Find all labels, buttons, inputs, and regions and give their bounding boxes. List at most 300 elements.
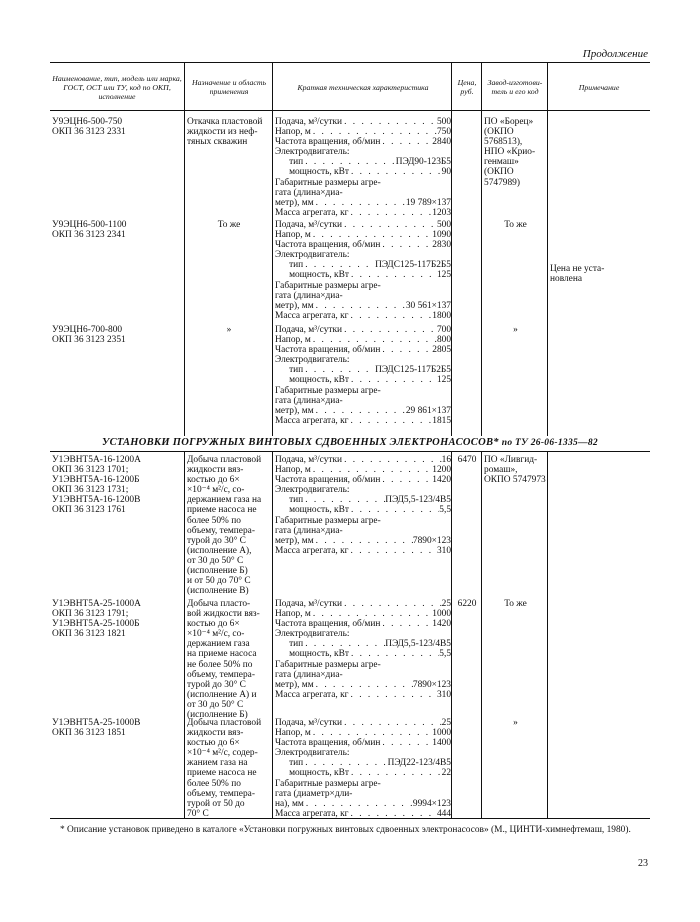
spec-dots (314, 301, 406, 311)
spec-dots (343, 526, 451, 536)
row-maker-line: » (513, 718, 518, 728)
table-bottom-rule (50, 818, 650, 819)
spec-dots (349, 270, 437, 280)
row-name-line: У9ЭЦН6-500-750 (52, 117, 123, 127)
spec-dots (349, 167, 442, 177)
spec-dots (349, 355, 451, 365)
spec-dots (311, 230, 432, 240)
spec-item (275, 365, 451, 375)
row-maker-line: 5747989) (484, 177, 520, 188)
row-name-line: ОКП 36 3123 1791; (52, 609, 129, 620)
spec-label: тип (275, 365, 304, 376)
spec-value: 310 (436, 545, 451, 556)
spec-item (275, 639, 451, 649)
row-note-line: новлена (550, 274, 583, 285)
spec-dots (314, 406, 406, 416)
row-purpose-line: более 50% по (187, 778, 241, 789)
spec-label: тип (275, 157, 304, 168)
spec-item (275, 609, 451, 619)
spec-label: гата (длина×диа- (275, 395, 343, 406)
spec-dots (349, 546, 437, 556)
row-purpose-line: вой жидкости вяз- (187, 609, 260, 620)
spec-item (275, 311, 451, 321)
spec-dots (303, 260, 375, 270)
spec-item (275, 789, 451, 799)
spec-value: 1800 (432, 310, 451, 321)
spec-label: мощность, кВт (275, 270, 349, 281)
row-purpose-line: на приеме насоса (187, 649, 257, 660)
spec-item (275, 465, 451, 475)
spec-label: Напор, м (275, 230, 311, 241)
spec-dots (381, 660, 451, 670)
row-name-line: У1ЭВНТ5А-16-1200А (52, 455, 141, 465)
spec-value: ПЭД5,5-123/4В5 (385, 639, 451, 650)
spec-label: Подача, м³/сутки (275, 325, 343, 335)
spec-dots (349, 311, 433, 321)
table-top-rule (50, 62, 650, 63)
spec-value: 500 (436, 117, 451, 127)
spec-dots (311, 335, 437, 345)
spec-item (275, 475, 451, 485)
spec-label: Масса агрегата, кг (275, 415, 349, 426)
page-number: 23 (638, 858, 648, 869)
spec-value: 2830 (432, 240, 451, 251)
header-price: Цена, руб. (457, 78, 477, 96)
spec-label: метр), мм (275, 300, 314, 311)
spec-value: 2805 (432, 345, 451, 356)
spec-item (275, 386, 451, 396)
spec-label: Габаритные размеры агре- (275, 778, 381, 789)
spec-dots (381, 516, 451, 526)
spec-item (275, 505, 451, 515)
row-name-line: ОКП 36 3123 2331 (52, 127, 126, 138)
spec-item (275, 649, 451, 659)
row-specs (275, 220, 451, 321)
spec-label: Частота вращения, об/мин (275, 137, 381, 148)
spec-dots (349, 416, 433, 426)
spec-dots (311, 609, 432, 619)
spec-item (275, 619, 451, 629)
spec-label: метр), мм (275, 679, 314, 690)
spec-value: 1000 (432, 728, 451, 739)
spec-dots (349, 690, 437, 700)
spec-dots (343, 188, 451, 198)
spec-value: ПЭДС125-117Б2Б5 (375, 260, 451, 271)
row-name-line: ОКП 36 3123 1851 (52, 728, 126, 739)
footnote: * Описание установок приведено в каталоге «Установки погружных винтовых сдвоенных электронасосов» (М., ЦИНТИ-химнефтемаш, 1980). (60, 825, 631, 835)
spec-item (275, 281, 451, 291)
spec-item (275, 301, 451, 311)
spec-label: Масса агрегата, кг (275, 689, 349, 700)
col-rule-5b (547, 451, 548, 818)
spec-value: 22 (441, 768, 451, 779)
row-purpose-line: 70° С (187, 808, 209, 819)
row-purpose-line: Добыча пластовой (187, 455, 262, 465)
spec-dots (349, 485, 451, 495)
spec-item (275, 335, 451, 345)
spec-label: Подача, м³/сутки (275, 455, 343, 465)
spec-dots (349, 505, 439, 515)
spec-value: 19 789×137 (405, 197, 451, 208)
spec-item (275, 629, 451, 639)
row-name-line: ОКП 36 3123 1731; (52, 485, 129, 496)
col-rule-4 (481, 62, 482, 436)
spec-label: гата (длина×диа- (275, 187, 343, 198)
row-purpose-line: объему, темпера- (187, 669, 255, 680)
spec-value: 310 (436, 689, 451, 700)
spec-item (275, 220, 451, 230)
spec-value: ПЭД22-123/4В5 (387, 758, 451, 769)
spec-label: метр), мм (275, 197, 314, 208)
row-name-line: ОКП 36 3123 1821 (52, 629, 126, 640)
row-price: 6470 (457, 455, 477, 465)
spec-item (275, 188, 451, 198)
spec-dots (311, 465, 432, 475)
row-maker-line: То же (504, 599, 527, 609)
row-name (52, 117, 184, 137)
spec-item (275, 536, 451, 546)
row-name (52, 718, 184, 738)
row-name-line: У1ЭВНТ5А-25-1000А (52, 599, 141, 609)
spec-dots (303, 157, 396, 167)
row-name-line: ОКП 36 3123 1701; (52, 465, 129, 476)
spec-label: Габаритные размеры агре- (275, 280, 381, 291)
row-purpose-line: более 50% по (187, 515, 241, 526)
row-purpose-line: турой до 30° С (187, 679, 246, 690)
spec-label: Частота вращения, об/мин (275, 345, 381, 356)
spec-item (275, 345, 451, 355)
spec-dots (342, 455, 442, 465)
spec-value: 5,5 (439, 649, 451, 660)
row-purpose (187, 117, 271, 147)
spec-dots (349, 748, 451, 758)
spec-value: 5,5 (439, 505, 451, 516)
spec-label: Напор, м (275, 609, 311, 620)
row-specs (275, 718, 451, 819)
spec-value: 9994×123 (412, 798, 451, 809)
row-purpose-line: жидкости вяз- (187, 728, 244, 739)
spec-item (275, 455, 451, 465)
row-maker-line: ОКПО 5747973 (484, 475, 546, 486)
section-rule (50, 451, 650, 452)
row-name (52, 599, 184, 639)
spec-dots (343, 396, 451, 406)
spec-value: 16 (441, 455, 451, 465)
spec-label: Габаритные размеры агре- (275, 177, 381, 188)
spec-label: мощность, кВт (275, 167, 349, 178)
spec-dots (380, 137, 432, 147)
row-maker-line: генмаш» (484, 157, 519, 168)
row-purpose-line: и от 50 до 70° С (187, 576, 251, 587)
spec-item (275, 406, 451, 416)
spec-value: 29 861×137 (405, 405, 451, 416)
spec-dots (342, 325, 437, 335)
row-maker-line: ПО «Борец» (484, 117, 534, 127)
spec-label: Габаритные размеры агре- (275, 385, 381, 396)
spec-dots (349, 649, 439, 659)
spec-value: 25 (441, 599, 451, 609)
col-rule-4b (481, 451, 482, 818)
spec-item (275, 198, 451, 208)
spec-item (275, 690, 451, 700)
row-purpose-line: » (226, 325, 232, 335)
spec-label: Напор, м (275, 335, 311, 346)
spec-item (275, 355, 451, 365)
spec-item (275, 127, 451, 137)
spec-value: 750 (436, 127, 451, 138)
row-name-line: ОКП 36 3123 1761 (52, 505, 126, 516)
row-purpose-line: тяных скважин (187, 137, 248, 148)
row-purpose-line: держанием газа (187, 639, 250, 650)
row-purpose-line: приеме насоса не (187, 768, 257, 779)
spec-label: Электродвигатель: (275, 250, 350, 261)
row-name (52, 455, 184, 516)
section-ref: по ТУ 26-06-1335—82 (501, 438, 598, 448)
spec-dots (349, 147, 451, 157)
row-specs (275, 455, 451, 556)
spec-value: ПЭД90-123Б5 (395, 157, 451, 168)
spec-dots (381, 779, 451, 789)
row-purpose-line: Добыча пласто- (187, 599, 251, 609)
spec-label: мощность, кВт (275, 505, 349, 516)
row-purpose-line: (исполнение В) (187, 586, 249, 597)
row-name-line: У1ЭВНТ5А-16-1200Б (52, 475, 140, 486)
spec-value: 1203 (432, 207, 451, 218)
row-maker-line: (ОКПО (484, 127, 514, 138)
spec-value: 1420 (432, 619, 451, 630)
spec-label: Частота вращения, об/мин (275, 738, 381, 749)
spec-dots (314, 680, 413, 690)
spec-item (275, 718, 451, 728)
header-name: Наименование, тип, модель или марка, ГОСТ, ОСТ или ТУ, код по ОКП, исполнение (52, 73, 182, 101)
row-maker (484, 599, 547, 609)
spec-label: Масса агрегата, кг (275, 545, 349, 556)
spec-label: мощность, кВт (275, 375, 349, 386)
spec-value: 1420 (432, 475, 451, 486)
row-purpose-line: объему, темпера- (187, 788, 255, 799)
continued-label: Продолжение (582, 48, 648, 60)
row-name-line: ОКП 36 3123 2351 (52, 335, 126, 346)
spec-label: Масса агрегата, кг (275, 310, 349, 321)
row-maker (484, 455, 547, 485)
row-purpose-line: Добыча пластовой (187, 718, 262, 728)
spec-label: Подача, м³/сутки (275, 220, 343, 230)
row-note (550, 264, 648, 284)
spec-dots (342, 599, 442, 609)
spec-label: Частота вращения, об/мин (275, 619, 381, 630)
spec-value: 500 (436, 220, 451, 230)
spec-label: Напор, м (275, 127, 311, 138)
spec-item (275, 485, 451, 495)
row-purpose-line: от 30 до 50° С (187, 555, 244, 566)
spec-label: Электродвигатель: (275, 355, 350, 366)
spec-dots (303, 495, 385, 505)
spec-value: 90 (441, 167, 451, 178)
row-purpose-line: костью до 6× (187, 619, 240, 630)
spec-label: Электродвигатель: (275, 629, 350, 640)
spec-dots (380, 345, 432, 355)
spec-item (275, 768, 451, 778)
spec-item (275, 147, 451, 157)
spec-item (275, 270, 451, 280)
spec-label: Подача, м³/сутки (275, 117, 343, 127)
spec-dots (381, 178, 451, 188)
spec-value: 1090 (432, 230, 451, 241)
section-title (50, 437, 650, 448)
row-purpose-line: турой от 50 до (187, 798, 245, 809)
row-purpose-line: Откачка пластовой (187, 117, 263, 127)
spec-label: Напор, м (275, 465, 311, 476)
spec-label: Электродвигатель: (275, 485, 350, 496)
row-maker-line: То же (504, 220, 527, 230)
spec-item (275, 396, 451, 406)
spec-dots (303, 365, 375, 375)
spec-item (275, 375, 451, 385)
spec-dots (349, 768, 442, 778)
spec-item (275, 291, 451, 301)
row-purpose-line: приеме насоса не (187, 505, 257, 516)
row-purpose-line: костью до 6× (187, 475, 240, 486)
row-purpose-line: объему, темпера- (187, 525, 255, 536)
spec-value: 1200 (432, 465, 451, 476)
row-note-line: Цена не уста- (550, 264, 605, 274)
spec-dots (342, 220, 437, 230)
spec-value: 25 (441, 718, 451, 728)
spec-dots (342, 718, 442, 728)
spec-dots (352, 789, 451, 799)
spec-label: Масса агрегата, кг (275, 808, 349, 819)
spec-dots (380, 619, 432, 629)
spec-label: мощность, кВт (275, 649, 349, 660)
spec-item (275, 516, 451, 526)
spec-item (275, 670, 451, 680)
spec-dots (303, 758, 387, 768)
row-purpose (187, 220, 271, 230)
row-purpose (187, 718, 271, 819)
row-specs (275, 117, 451, 218)
header-bottom-rule (50, 110, 650, 111)
spec-dots (380, 475, 432, 485)
spec-value: 700 (436, 325, 451, 335)
header-spec: Краткая техническая характеристика (297, 82, 429, 92)
spec-item (275, 495, 451, 505)
row-maker-line: (ОКПО (484, 167, 514, 178)
spec-label: тип (275, 758, 304, 769)
row-name-line: У9ЭЦН6-500-1100 (52, 220, 127, 230)
spec-label: гата (диаметр×дли- (275, 788, 353, 799)
spec-item (275, 526, 451, 536)
col-rule-3b (451, 451, 452, 818)
spec-dots (349, 250, 451, 260)
row-purpose-line: жанием газа на (187, 758, 248, 769)
spec-dots (380, 240, 432, 250)
row-maker-line: НПО «Крио- (484, 147, 536, 158)
spec-item (275, 230, 451, 240)
spec-dots (304, 799, 413, 809)
spec-item (275, 779, 451, 789)
row-maker-line: » (513, 325, 518, 335)
spec-value: 30 561×137 (405, 300, 451, 311)
section-title-text: УСТАНОВКИ ПОГРУЖНЫХ ВИНТОВЫХ СДВОЕННЫХ ЭЛЕКТРОНАСОСОВ* (102, 437, 499, 448)
row-purpose-line: жидкости вяз- (187, 465, 244, 476)
spec-value: 1815 (432, 415, 451, 426)
spec-item (275, 167, 451, 177)
spec-value: 1000 (432, 609, 451, 620)
row-purpose-line: от 30 до 50° С (187, 699, 244, 710)
col-rule-1b (184, 451, 185, 818)
spec-dots (303, 639, 385, 649)
row-maker-line: ромаш», (484, 465, 518, 476)
spec-value: 7890×123 (412, 679, 451, 690)
row-specs (275, 599, 451, 700)
col-rule-5 (547, 62, 548, 436)
spec-label: тип (275, 495, 304, 506)
spec-item (275, 660, 451, 670)
row-maker-line: ПО «Ливгид- (484, 455, 538, 465)
row-purpose (187, 455, 271, 596)
spec-label: Масса агрегата, кг (275, 207, 349, 218)
row-purpose (187, 599, 271, 720)
spec-label: Напор, м (275, 728, 311, 739)
row-purpose-line: костью до 6× (187, 738, 240, 749)
row-purpose-line: ×10⁻⁴ м²/с, содер- (187, 748, 258, 759)
spec-label: Подача, м³/сутки (275, 599, 343, 609)
spec-label: Габаритные размеры агре- (275, 659, 381, 670)
row-name-line: ОКП 36 3123 2341 (52, 230, 126, 241)
spec-dots (343, 291, 451, 301)
row-purpose-line: держанием газа на (187, 495, 262, 506)
spec-label: гата (длина×диа- (275, 290, 343, 301)
col-rule-1 (184, 62, 185, 436)
spec-item (275, 250, 451, 260)
row-name-line: У1ЭВНТ5А-16-1200В (52, 495, 141, 506)
row-price: 6220 (457, 599, 477, 609)
row-purpose-line: То же (217, 220, 241, 230)
row-name-line: У1ЭВНТ5А-25-1000Б (52, 619, 140, 630)
spec-value: 444 (436, 808, 451, 819)
spec-dots (349, 208, 433, 218)
spec-dots (311, 728, 432, 738)
row-purpose-line: (исполнение Б) (187, 710, 248, 721)
spec-label: мощность, кВт (275, 768, 349, 779)
row-purpose-line: (исполнение Б) (187, 566, 248, 577)
row-specs (275, 325, 451, 426)
row-purpose-line: (исполнение А) и (187, 689, 257, 700)
spec-label: метр), мм (275, 405, 314, 416)
spec-item (275, 240, 451, 250)
spec-dots (311, 127, 437, 137)
spec-label: Частота вращения, об/мин (275, 475, 381, 486)
row-maker (484, 325, 547, 335)
spec-label: Частота вращения, об/мин (275, 240, 381, 251)
spec-value: 125 (436, 270, 451, 281)
spec-label: на), мм (275, 798, 304, 809)
row-purpose-line: не более 50% по (187, 659, 253, 670)
spec-value: 125 (436, 375, 451, 386)
spec-dots (380, 738, 432, 748)
spec-label: Электродвигатель: (275, 147, 350, 158)
spec-dots (314, 198, 406, 208)
spec-dots (349, 375, 437, 385)
spec-item (275, 137, 451, 147)
spec-label: метр), мм (275, 535, 314, 546)
spec-label: Электродвигатель: (275, 748, 350, 759)
spec-label: тип (275, 260, 304, 271)
spec-item (275, 599, 451, 609)
row-purpose-line: ×10⁻⁴ м²/с, со- (187, 485, 245, 496)
row-maker (484, 117, 547, 188)
spec-dots (314, 536, 413, 546)
